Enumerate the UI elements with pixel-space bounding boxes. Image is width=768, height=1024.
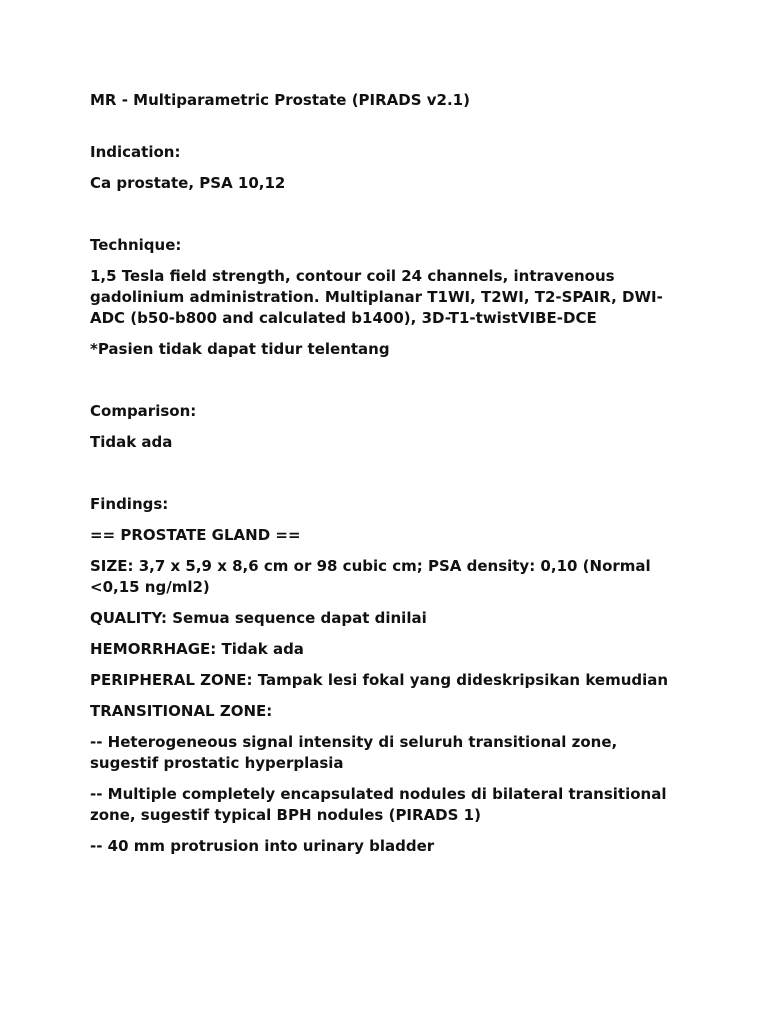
spacer: [90, 204, 680, 235]
transitional-zone-item: -- 40 mm protrusion into urinary bladder: [90, 837, 435, 855]
size-finding: SIZE: 3,7 x 5,9 x 8,6 cm or 98 cubic cm; PSA density: 0,10 (Normal <0,15 ng/ml2): [90, 557, 651, 596]
transitional-zone-item: -- Multiple completely encapsulated nodules di bilateral transitional zone, sugestif typical BPH nodules (PIRADS 1): [90, 785, 667, 824]
findings-heading: Findings:: [90, 495, 169, 513]
transitional-zone-item: -- Heterogeneous signal intensity di seluruh transitional zone, sugestif prostatic hyperplasia: [90, 733, 618, 772]
indication-text: Ca prostate, PSA 10,12: [90, 174, 286, 192]
technique-note: *Pasien tidak dapat tidur telentang: [90, 340, 390, 358]
comparison-text: Tidak ada: [90, 433, 173, 451]
spacer: [90, 111, 680, 142]
quality-finding: QUALITY: Semua sequence dapat dinilai: [90, 609, 427, 627]
technique-text: 1,5 Tesla field strength, contour coil 24 channels, intravenous gadolinium administration. Multiplanar T1WI, T2WI, T2-SPAIR, DWI-ADC (b50-b800 and calculated b1400), 3D-T1-twistVIBE-DCE: [90, 267, 663, 327]
transitional-zone-heading: TRANSITIONAL ZONE:: [90, 702, 273, 720]
technique-heading: Technique:: [90, 236, 182, 254]
prostate-gland-section: == PROSTATE GLAND ==: [90, 526, 301, 544]
spacer: [90, 463, 680, 494]
hemorrhage-finding: HEMORRHAGE: Tidak ada: [90, 640, 304, 658]
peripheral-zone-finding: PERIPHERAL ZONE: Tampak lesi fokal yang dideskripsikan kemudian: [90, 671, 669, 689]
indication-heading: Indication:: [90, 143, 181, 161]
report-title: MR - Multiparametric Prostate (PIRADS v2.1): [90, 91, 470, 109]
comparison-heading: Comparison:: [90, 402, 197, 420]
report-body: [90, 90, 680, 867]
spacer: [90, 370, 680, 401]
